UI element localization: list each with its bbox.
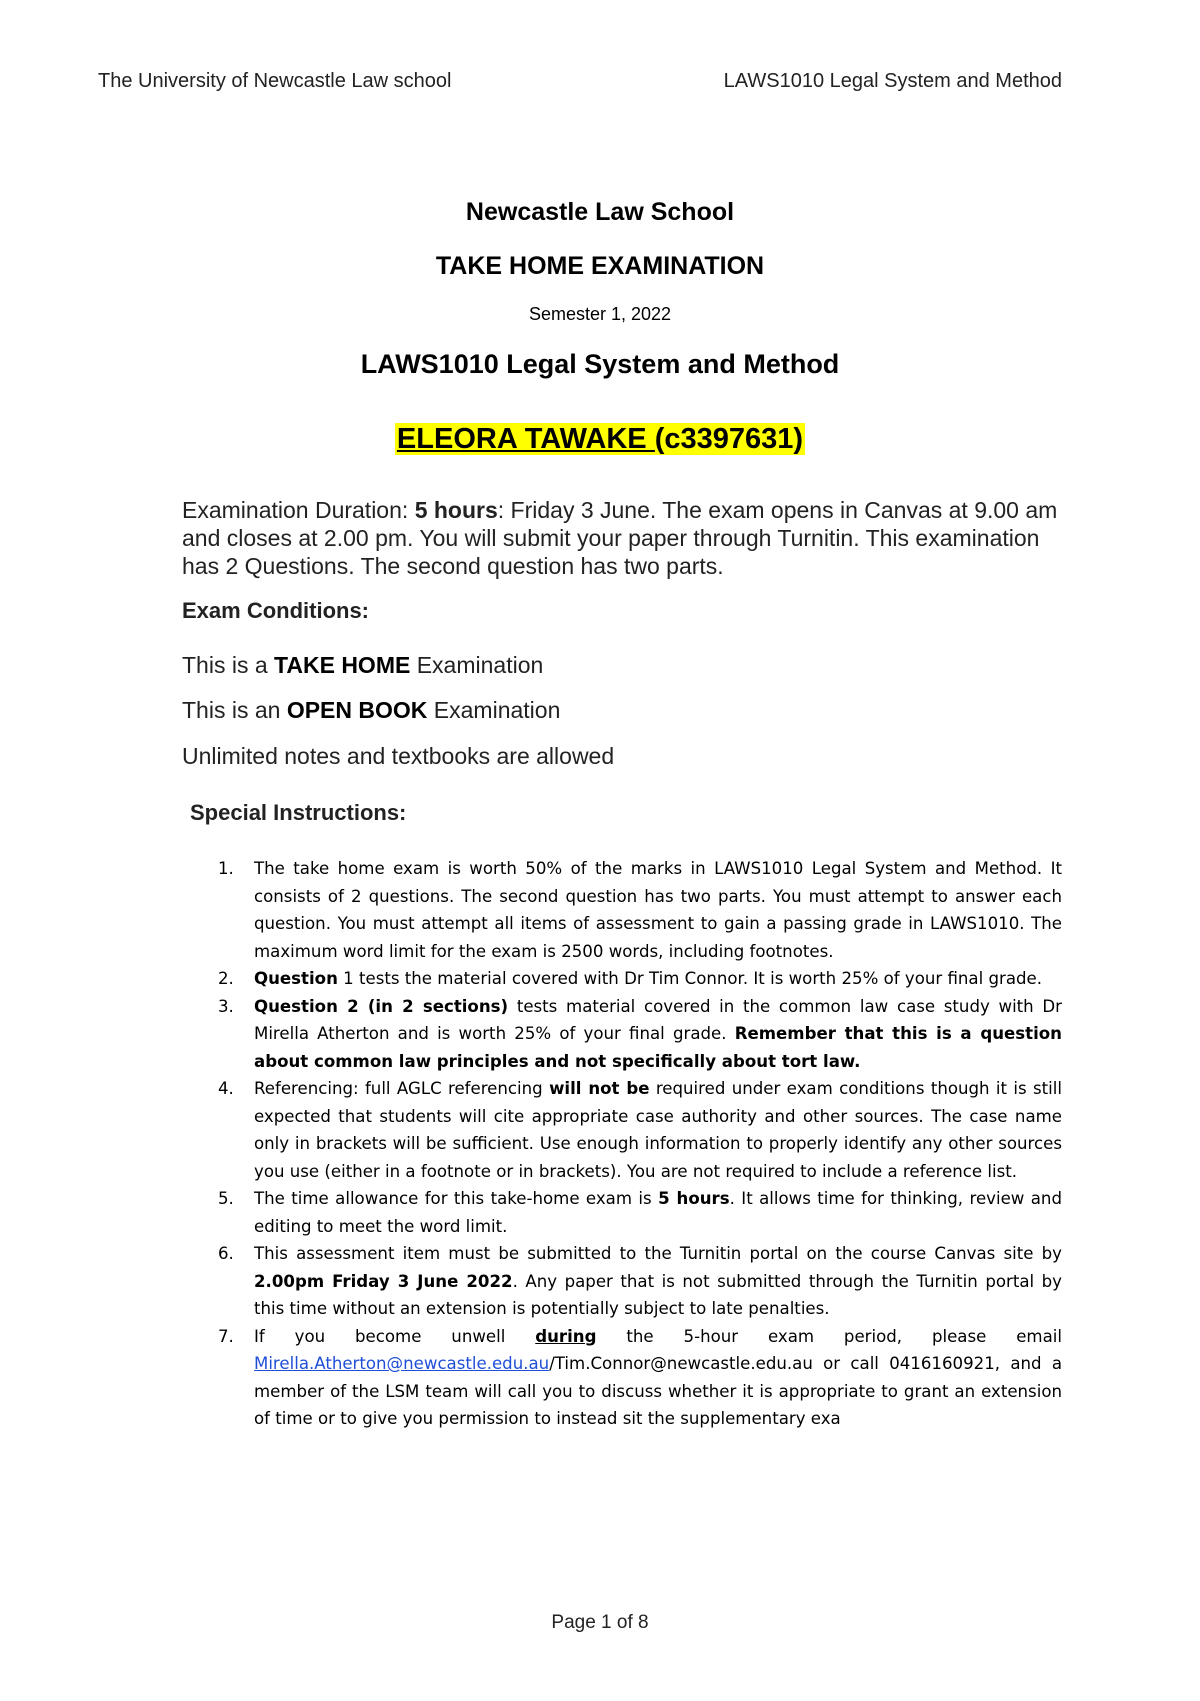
item-number: 2.	[218, 969, 234, 988]
list-item	[210, 965, 1062, 993]
item-text: required under exam conditions though it is still expected that students will cite appropriate case authority and other sources. The case name only in brackets will be sufficient. Use enough information to properly identify any other sources you use (either in a footnote or in brackets). You are not required to include a reference list.	[254, 1079, 1063, 1181]
item-pre: The time allowance for this take-home exam is	[254, 1189, 659, 1208]
list-item	[210, 993, 1062, 1076]
item-mid: the 5-hour exam period, please email	[596, 1326, 1062, 1346]
student-id: c3397631)	[664, 423, 804, 455]
item-number: 5.	[218, 1189, 234, 1208]
email-link[interactable]: Mirella.Atherton@newcastle.edu.au	[254, 1354, 550, 1373]
duration-hours: 5 hours	[414, 497, 498, 523]
item-text: . Any paper that is not submitted through the Turnitin portal by this time without an extension is potentially subject to late penalties.	[254, 1271, 1062, 1318]
header-right: LAWS1010 Legal System and Method	[723, 70, 1062, 92]
semester-label: Semester 1, 2022	[528, 304, 672, 324]
item-bold: Question	[254, 969, 338, 988]
condition-take-home	[182, 652, 543, 679]
exam-conditions-heading: Exam Conditions:	[182, 598, 370, 623]
condition-open-book	[182, 697, 560, 724]
item-pre: If you become unwell	[254, 1326, 536, 1346]
list-item	[210, 855, 1062, 965]
item-underlined: during	[535, 1326, 597, 1346]
item-number: 7.	[218, 1326, 234, 1346]
item-text: /Tim.Connor@newcastle.edu.au or call 0416160921, and a member of the LSM team will call you to discuss whether it is appropriate to grant an extension of time or to give you permission to instead sit the supplementary exa	[254, 1354, 1062, 1428]
item-number: 1.	[218, 859, 234, 878]
list-item	[210, 1185, 1062, 1240]
student-name: ELEORA TAWAKE	[396, 423, 655, 455]
item-number: 4.	[218, 1079, 234, 1098]
item-pre: This assessment item must be submitted to the Turnitin portal on the course Canvas site by	[254, 1244, 1062, 1263]
course-title: LAWS1010 Legal System and Method	[360, 349, 840, 379]
item-bold: 5 hours	[658, 1189, 730, 1208]
page-header	[98, 70, 1062, 98]
condition-notes: Unlimited notes and textbooks are allowed	[182, 743, 615, 769]
item-bold: 2.00pm Friday 3 June 2022	[254, 1271, 513, 1291]
header-left: The University of Newcastle Law school	[98, 70, 452, 92]
cond1-pre: This is a	[182, 652, 275, 678]
cond2-bold: OPEN BOOK	[286, 697, 428, 723]
item-bold: Question 2 (in 2 sections)	[254, 996, 509, 1016]
duration-prefix: Examination Duration:	[182, 497, 415, 523]
item-number: 6.	[218, 1244, 234, 1263]
special-instructions-heading: Special Instructions:	[190, 800, 407, 825]
cond2-post: Examination	[427, 697, 561, 723]
page-number-footer: Page 1 of 8	[551, 1612, 649, 1633]
item-text: tests material covered in the common law case study with Dr Mirella Atherton and is worth 25% of your final grade.	[254, 996, 1062, 1043]
special-instructions-list	[210, 855, 1062, 1433]
duration-rest: : Friday 3 June. The exam opens in Canvas at 9.00 am and closes at 2.00 pm. You will submit your paper through Turnitin. This examination has 2 Questions. The second question has two parts.	[182, 497, 1058, 579]
student-highlight	[395, 423, 805, 455]
item-text: . It allows time for thinking, review and editing to meet the word limit.	[254, 1189, 1062, 1236]
item-bold: will not be	[549, 1079, 650, 1098]
cond1-bold: TAKE HOME	[274, 652, 411, 678]
school-title: Newcastle Law School	[465, 198, 735, 226]
student-id-open-paren: (	[654, 423, 665, 455]
item-text: The take home exam is worth 50% of the marks in LAWS1010 Legal System and Method. It consists of 2 questions. The second question has two parts. You must attempt to answer each question. You must attempt all items of assessment to gain a passing grade in LAWS1010. The maximum word limit for the exam is 2500 words, including footnotes.	[254, 859, 1062, 961]
item-number: 3.	[218, 996, 234, 1016]
exam-duration-paragraph	[182, 496, 1082, 580]
item-bold-2: Remember that this is a question about common law principles and not specifically about tort law.	[254, 1024, 1062, 1071]
list-item	[210, 1240, 1062, 1323]
item-text: 1 tests the material covered with Dr Tim Connor. It is worth 25% of your final grade.	[337, 969, 1043, 988]
student-line	[0, 423, 1200, 456]
exam-type-title: TAKE HOME EXAMINATION	[435, 252, 765, 280]
cond2-pre: This is an	[182, 697, 287, 723]
cond1-post: Examination	[410, 652, 544, 678]
list-item	[210, 1323, 1062, 1433]
item-pre: Referencing: full AGLC referencing	[254, 1079, 550, 1098]
list-item	[210, 1075, 1062, 1185]
